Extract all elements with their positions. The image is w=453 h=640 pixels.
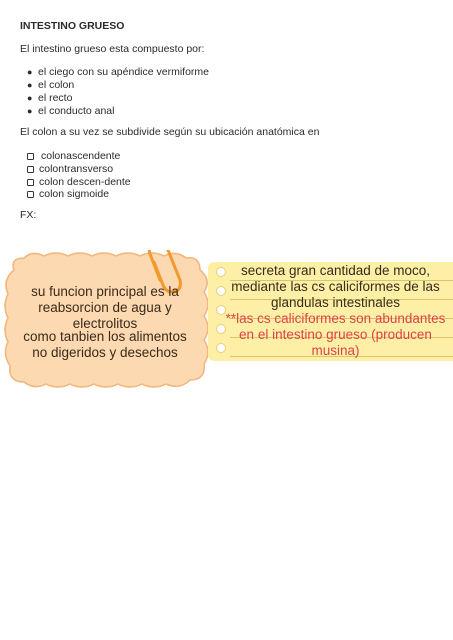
subdivision-intro: El colon a su vez se subdivide según su ubicación anatómica en (20, 126, 320, 138)
bullet-icon: ● (27, 80, 33, 90)
note-highlight-line: musina) (311, 343, 360, 358)
checkbox-icon (27, 153, 34, 160)
note-highlight-line: en el intestino grueso (producen (239, 327, 432, 342)
list-item: colon descen-dente (39, 176, 131, 188)
list-item: el ciego con su apéndice vermiforme (38, 66, 210, 78)
intro-text: El intestino grueso esta compuesto por: (20, 43, 205, 55)
cloud-line: como tanbien los alimentos (23, 329, 187, 344)
list-item: el conducto anal (38, 105, 115, 117)
cloud-note (0, 250, 215, 392)
bullet-icon: ● (27, 93, 33, 103)
checkbox-icon (27, 191, 34, 198)
fx-label: FX: (20, 209, 37, 221)
list-item: colon sigmoide (39, 188, 110, 200)
list-item: colonascendente (41, 150, 121, 162)
list-item: el recto (38, 92, 73, 104)
list-item: el colon (38, 79, 75, 91)
note-line: secreta gran cantidad de moco, (240, 263, 431, 278)
list-item: colontransverso (39, 163, 114, 175)
bullet-icon: ● (27, 67, 33, 77)
bullet-icon: ● (27, 106, 33, 116)
note-line: glandulas intestinales (270, 295, 401, 310)
lined-note (208, 262, 453, 361)
page-title: INTESTINO GRUESO (20, 20, 125, 32)
cloud-line: electrolitos (72, 316, 138, 331)
cloud-line: no digeridos y desechos (32, 345, 178, 360)
note-highlight-line: **las cs caliciformes son abundantes (225, 311, 446, 326)
cloud-line: reabsorcion de agua y (38, 300, 172, 315)
checkbox-icon (27, 179, 34, 186)
note-line: mediante las cs caliciformes de las (231, 279, 440, 294)
checkbox-icon (27, 166, 34, 173)
cloud-line: su funcion principal es la (31, 284, 179, 299)
